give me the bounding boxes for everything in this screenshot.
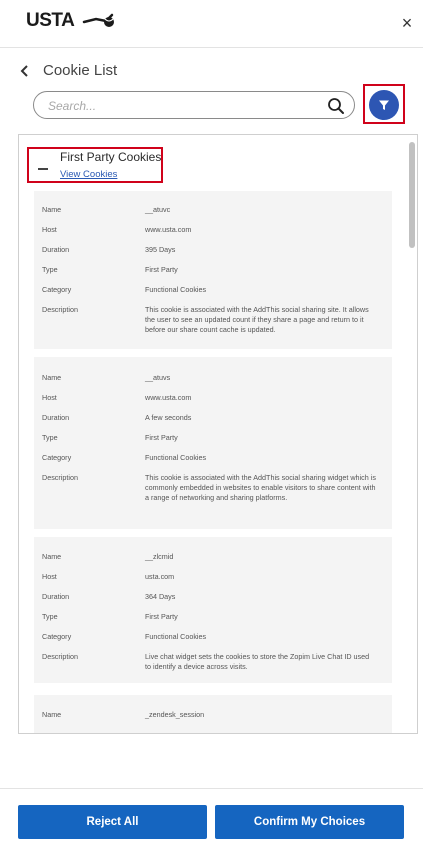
field-label: Name (42, 710, 62, 719)
field-value: First Party (145, 265, 178, 274)
view-cookies-link[interactable]: View Cookies (60, 169, 118, 180)
close-icon[interactable]: × (401, 12, 413, 33)
cookie-card (34, 695, 392, 734)
field-value: This cookie is associated with the AddThis social sharing site. It allows the user to see an updated count if they share a page and return to it before our share count cache is updated. (145, 305, 369, 334)
field-value: This cookie is associated with the AddThis social sharing widget which is commonly embedded in websites to enable visitors to share content with a range of networking and sharing platforms. (145, 473, 376, 502)
collapse-icon[interactable] (38, 168, 48, 170)
field-label: Duration (42, 592, 70, 601)
field-label: Type (42, 265, 58, 274)
field-value: First Party (145, 433, 178, 442)
field-value: www.usta.com (145, 225, 192, 234)
field-label: Name (42, 373, 62, 382)
header (0, 0, 423, 48)
group-title: First Party Cookies (60, 150, 162, 164)
usta-logo-mark-icon (82, 10, 118, 30)
field-value: 395 Days (145, 245, 176, 254)
reject-all-button[interactable]: Reject All (18, 805, 207, 839)
field-value: Functional Cookies (145, 453, 207, 462)
field-label: Category (42, 285, 72, 294)
page-title: Cookie List (43, 62, 118, 79)
field-label: Host (42, 225, 57, 234)
search-input[interactable] (48, 96, 308, 116)
back-chevron-icon[interactable] (18, 62, 32, 80)
field-label: Category (42, 453, 72, 462)
field-value: Live chat widget sets the cookies to store the Zopim Live Chat ID used to identify a device across visits. (145, 652, 370, 671)
field-value: Functional Cookies (145, 285, 207, 294)
field-label: Duration (42, 413, 70, 422)
field-value: Functional Cookies (145, 632, 207, 641)
filter-button[interactable] (369, 90, 399, 120)
field-label: Host (42, 572, 57, 581)
field-value: __atuvs (145, 373, 171, 382)
field-value: __zlcmid (145, 552, 174, 561)
field-label: Description (42, 473, 78, 482)
filter-icon (378, 99, 390, 111)
field-value: 364 Days (145, 592, 176, 601)
field-value: www.usta.com (145, 393, 192, 402)
field-value: _zendesk_session (145, 710, 205, 719)
cookie-list-panel[interactable] (18, 134, 418, 734)
field-value: __atuvc (145, 205, 171, 214)
cookie-card (34, 537, 392, 683)
field-label: Type (42, 433, 58, 442)
field-label: Category (42, 632, 72, 641)
field-value: usta.com (145, 572, 175, 581)
scrollbar-thumb[interactable] (409, 142, 415, 248)
field-label: Duration (42, 245, 70, 254)
field-label: Name (42, 552, 62, 561)
usta-logo: USTA (26, 10, 75, 31)
field-label: Description (42, 652, 78, 661)
field-value: A few seconds (145, 413, 192, 422)
confirm-choices-button[interactable]: Confirm My Choices (215, 805, 404, 839)
search-box (33, 91, 355, 119)
field-label: Type (42, 612, 58, 621)
field-label: Host (42, 393, 57, 402)
cookie-card (34, 191, 392, 349)
field-label: Description (42, 305, 78, 314)
field-label: Name (42, 205, 62, 214)
field-value: First Party (145, 612, 178, 621)
cookie-card (34, 357, 392, 529)
search-icon[interactable] (326, 96, 346, 116)
